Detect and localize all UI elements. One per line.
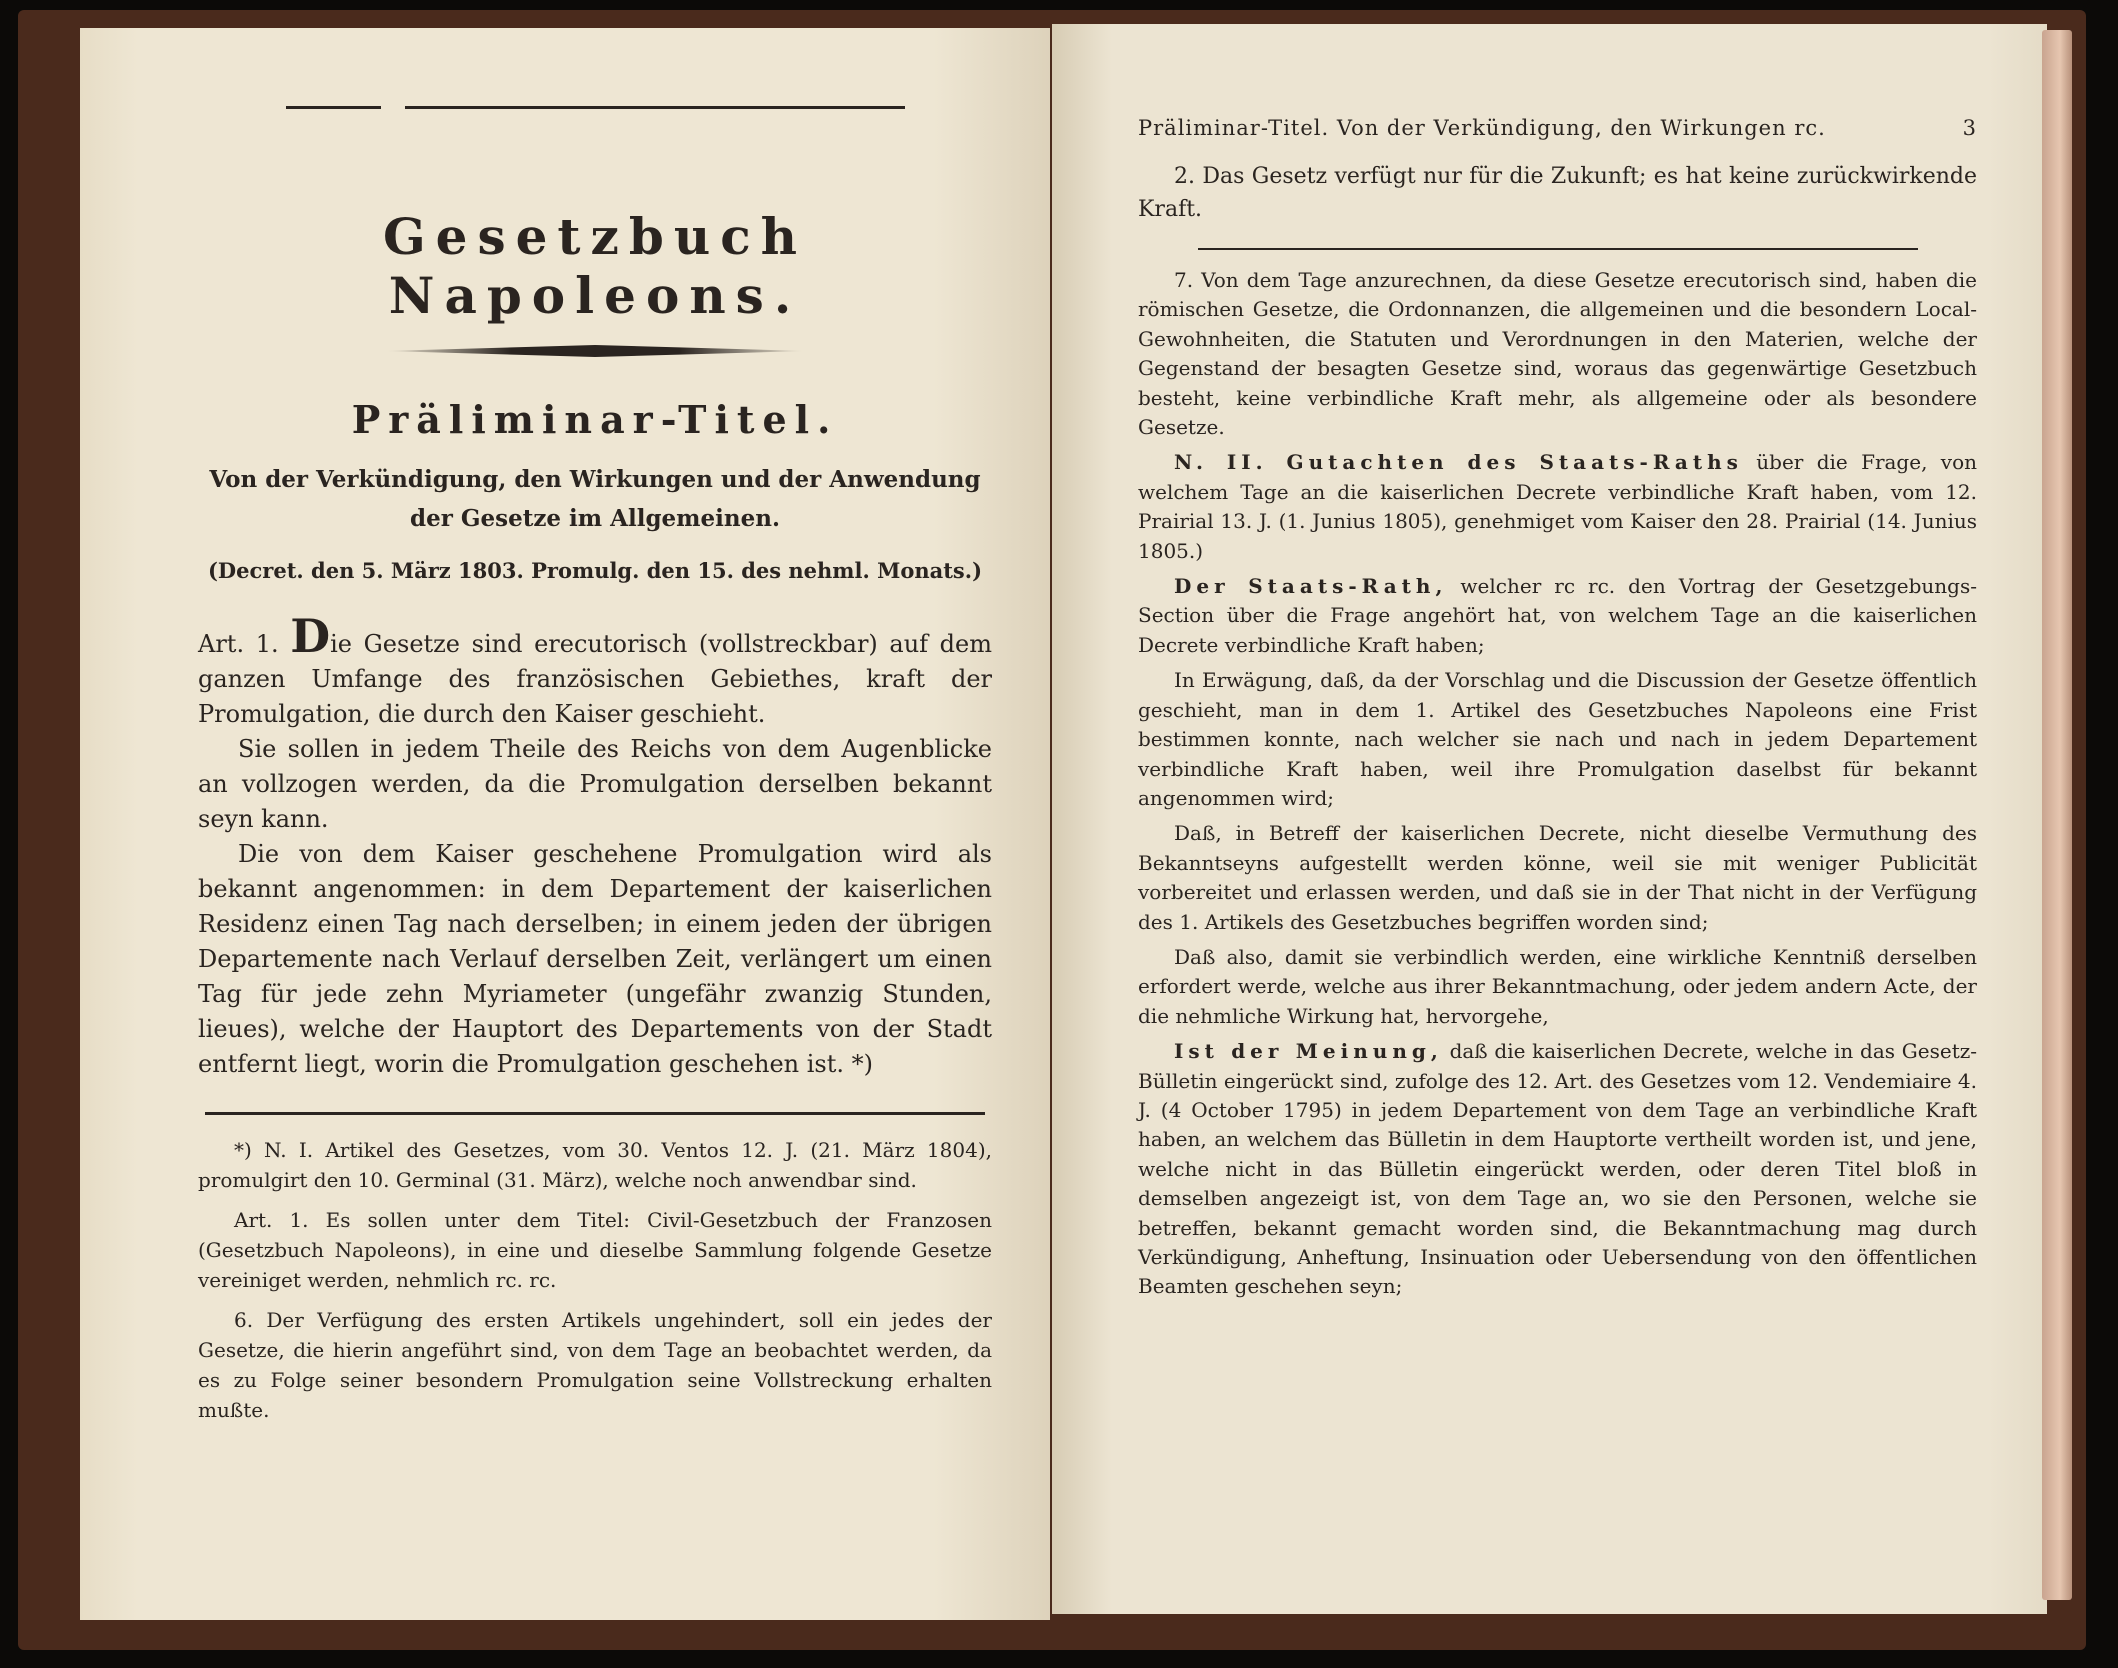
opinion-label: N. II. Gutachten des Staats-Raths (1174, 450, 1743, 475)
staatsrath-label: Der Staats-Rath, (1174, 574, 1448, 599)
right-page (1052, 24, 2047, 1614)
betreff-paragraph: Daß, in Betreff der kaiserlichen Decrete, nicht dieselbe Vermuthung des Bekanntseyns aufgestellt werden könne, weil sie mit weniger Publicität vorbereitet und erlassen werden, und daß sie in der That nicht in der Verfügung des 1. Artikels des Gesetzbuches begriffen worden sind; (1138, 821, 1977, 934)
paragraph-7: 7. Von dem Tage anzurechnen, da diese Gesetze erecutorisch sind, haben die römischen Gesetze, die Ordonnanzen, die allgemeinen und die besondern Local-Gewohnheiten, die Statuten und Verordnungen in den Materien, welche der Gegenstand der besagten Gesetze sind, woraus das gegenwärtige Gesetzbuch besteht, keine verbindliche Kraft mehr, als allgemeine oder als besondere Gesetze. (1138, 268, 1977, 440)
decree-line: (Decret. den 5. März 1803. Promulg. den 15. des nehml. Monats.) (207, 558, 983, 583)
article-2: 2. Das Gesetz verfügt nur für die Zukunft; es hat keine zurückwirkende Kraft. (1138, 164, 1977, 222)
top-rule (198, 106, 992, 109)
running-head (1138, 116, 1977, 140)
opinion-heading (1138, 448, 1977, 566)
section-title: Präliminar-Titel. (351, 397, 839, 442)
article-1 (198, 609, 992, 732)
paragraph-3: Die von dem Kaiser geschehene Promulgation wird als bekannt angenommen: in dem Departement der kaiserlichen Residenz einen Tag nach derselben; in einem jeden der übrigen Departemente nach Verlauf derselben Zeit, verlängert um einen Tag für jede zehn Myriameter (ungefähr zwanzig Stunden, lieues), welche der Hauptort des Departements von der Stadt entfernt liegt, worin die Promulgation geschehen ist. *) (198, 840, 992, 1078)
paragraph-2: Sie sollen in jedem Theile des Reichs von dem Augenblicke an vollzogen werden, da die Promulgation derselben bekannt seyn kann. (198, 735, 992, 833)
footnote-2: Art. 1. Es sollen unter dem Titel: Civil-Gesetzbuch der Franzosen (Gesetzbuch Napoleons), in eine und dieselbe Sammlung folgende Gesetze vereiniget werden, nehmlich rc. rc. (198, 1208, 992, 1292)
meinung-text: daß die kaiserlichen Decrete, welche in das Gesetz-Bülletin eingerückt sind, zufolge des 12. Art. des Gesetzes vom 12. Vendemiaire 4. J. (4 October 1795) in jedem Departement von dem Tage an verbindliche Kraft haben, an welchem das Bülletin in dem Hauptorte vertheilt worden ist, und jene, welche nicht in das Bülletin eingerückt werden, oder deren Titel bloß in demselben angezeigt ist, von dem Tage an, wo sie den Personen, welche sie betreffen, bekannt gemacht worden sind, die Bekanntmachung mag durch Verkündigung, Anheftung, Insinuation oder Uebersendung von den öffentlichen Beamten geschehen seyn; (1138, 1039, 1978, 1299)
page-edge (2042, 30, 2072, 1600)
article-1-label: Art. 1. (198, 630, 279, 658)
opinion-text: über die Frage, von welchem Tage an die kaiserlichen Decrete verbindliche Kraft haben, vom 12. Prairial 13. J. (1. Junius 1805), genehmiget vom Kaiser den 28. Prairial (14. Junius 1805.) (1138, 450, 1977, 563)
article-1-text: ie Gesetze sind erecutorisch (vollstreckbar) auf dem ganzen Umfange des französischen Gebiethes, kraft der Promulgation, die durch den Kaiser geschieht. (198, 630, 992, 728)
erwaegung-paragraph: In Erwägung, daß, da der Vorschlag und die Discussion der Gesetze öffentlich geschieht, man in dem 1. Artikel des Gesetzbuches Napoleons eine Frist bestimmen konnte, nach welcher sie nach und nach in jedem Departement verbindliche Kraft haben, weil ihre Promulgation daselbst für bekannt angenommen wird; (1138, 668, 1977, 810)
meinung-paragraph (1138, 1037, 1977, 1302)
book-title: Gesetzbuch Napoleons. (382, 207, 808, 325)
drop-cap: D (290, 609, 331, 663)
left-page (80, 28, 1050, 1620)
open-book (18, 10, 2086, 1650)
title-ornament (385, 345, 805, 357)
section-heading-line2: der Gesetze im Allgemeinen. (410, 505, 780, 532)
footnote-1: *) N. I. Artikel des Gesetzes, vom 30. Ventos 12. J. (21. März 1804), promulgirt den 10. Germinal (31. März), welche noch anwendbar sind. (198, 1138, 992, 1192)
section-heading-line1: Von der Verkündigung, den Wirkungen und der Anwendung (209, 466, 981, 493)
verbindlich-paragraph: Daß also, damit sie verbindlich werden, eine wirkliche Kenntniß derselben erfordert werde, welche aus ihrer Bekanntmachung, oder jedem andern Acte, der die nehmliche Wirkung hat, hervorgehe, (1138, 944, 1977, 1028)
page-number: 3 (1962, 116, 1977, 140)
footnote-rule (205, 1112, 985, 1115)
staatsrath-paragraph (1138, 572, 1977, 660)
staatsrath-text: welcher rc rc. den Vortrag der Gesetzgebungs-Section über die Frage angehört hat, von welchem Tage an die kaiserlichen Decrete verbindliche Kraft haben; (1138, 574, 1977, 657)
section-rule (1198, 248, 1918, 250)
meinung-label: Ist der Meinung, (1174, 1039, 1443, 1064)
footnote-3: 6. Der Verfügung des ersten Artikels ungehindert, soll ein jedes der Gesetze, die hierin angeführt sind, von dem Tage an beobachtet werden, da es zu Folge seiner besondern Promulgation seine Vollstreckung erhalten mußte. (198, 1308, 992, 1422)
running-head-text: Präliminar-Titel. Von der Verkündigung, den Wirkungen rc. (1138, 116, 1826, 140)
